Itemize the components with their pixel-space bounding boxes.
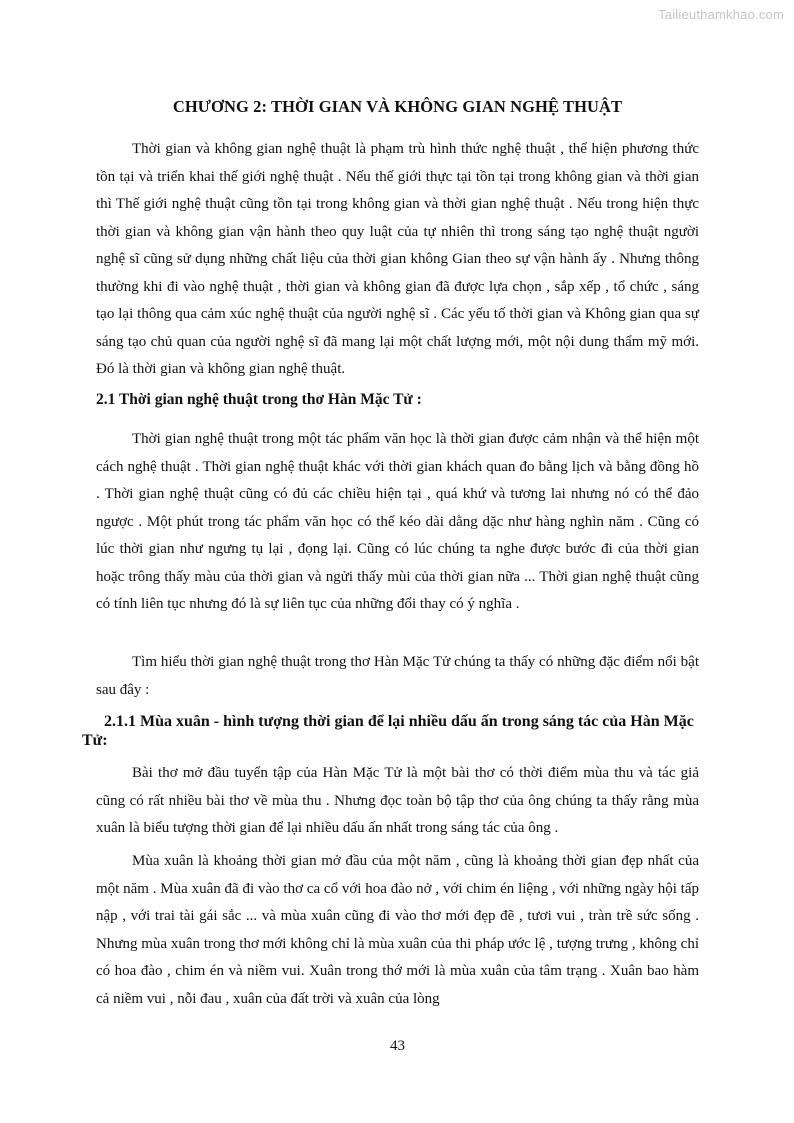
section-2-1-paragraph-1: Thời gian nghệ thuật trong một tác phẩm văn học là thời gian được cảm nhận và thể hiện một cách nghệ thuật . Thời gian nghệ thuật khác với thời gian khách quan đo bằng lịch và bằng đồng hồ . Thời gian nghệ thuật cũng có đủ các chiều hiện tại , quá khứ và tương lai nhưng nó có thể đảo ngược . Một phút trong tác phẩm văn học có thể kéo dài dằng dặc như hàng nghìn năm . Cũng có lúc thời gian như ngưng tụ lại , đọng lại. Cũng có lúc chúng ta nghe được bước đi của thời gian hoặc trông thấy màu của thời gian và ngửi thấy mùi của thời gian nữa ... Thời gian nghệ thuật cũng có tính liên tục nhưng đó là sự liên tục của những đổi thay có ý nghĩa . [96,431,699,612]
section-heading-2-1: 2.1 Thời gian nghệ thuật trong thơ Hàn Mặc Tử : [96,391,422,408]
section-2-1-paragraph-2: Tìm hiểu thời gian nghệ thuật trong thơ Hàn Mặc Tử chúng ta thấy có những đặc điểm nổi bật sau đây : [96,654,699,698]
subsection-heading-2-1-1: 2.1.1 Mùa xuân - hình tượng thời gian để lại nhiều dấu ấn trong sáng tác của Hàn Mặc Tử: [82,713,694,749]
section-2-1-1-paragraph-1: Bài thơ mở đầu tuyển tập của Hàn Mặc Tử là một bài thơ có thời điểm mùa thu và tác giả cũng có rất nhiều bài thơ về mùa thu . Nhưng đọc toàn bộ tập thơ của ông chúng ta thấy rằng mùa xuân là biểu tượng thời gian để lại nhiều dấu ấn nhất trong sáng tác của ông . [96,765,699,836]
page-number: 43 [390,1038,405,1054]
chapter-title: CHƯƠNG 2: THỜI GIAN VÀ KHÔNG GIAN NGHỆ THUẬT [172,97,623,116]
watermark: Tailieuthamkhao.com [658,7,784,22]
section-2-1-1-paragraph-2: Mùa xuân là khoảng thời gian mở đầu của một năm , cũng là khoảng thời gian đẹp nhất của một năm . Mùa xuân đã đi vào thơ ca cổ với hoa đào nở , với chim én liệng , với những ngày hội tấp nập , với trai tài gái sắc ... và mùa xuân cũng đi vào thơ mới đẹp đẽ , tươi vui , tràn trề sức sống . Nhưng mùa xuân trong thơ mới không chỉ là mùa xuân của thi pháp ước lệ , tượng trưng , không chỉ có hoa đào , chim én và niềm vui. Xuân trong thớ mới là mùa xuân của tâm trạng . Xuân bao hàm cả niềm vui , nỗi đau , xuân của đất trời và xuân của lòng [96,853,699,1007]
intro-paragraph: Thời gian và không gian nghệ thuật là phạm trù hình thức nghệ thuật , thể hiện phương thức tồn tại và triển khai thế giới nghệ thuật . Nếu thế giới thực tại tồn tại trong không gian và thời gian thì Thế giới nghệ thuật cũng tồn tại trong không gian và thời gian nghệ thuật . Nếu trong hiện thực thời gian và không gian vận hành theo quy luật của tự nhiên thì trong sáng tạo nghệ thuật người nghệ sĩ cũng sử dụng những chất liệu của thời gian không Gian theo sự vận hành ấy . Nhưng thông thường khi đi vào nghệ thuật , thời gian và không gian đã được lựa chọn , sắp xếp , tổ chức , sáng tạo lại thông qua cảm xúc nghệ thuật của người nghệ sĩ . Các yếu tố thời gian và Không gian qua sự sáng tạo chủ quan của người nghệ sĩ đã mang lại một chất lượng mới, một nội dung thẩm mỹ mới. Đó là thời gian và không gian nghệ thuật. [96,141,699,377]
